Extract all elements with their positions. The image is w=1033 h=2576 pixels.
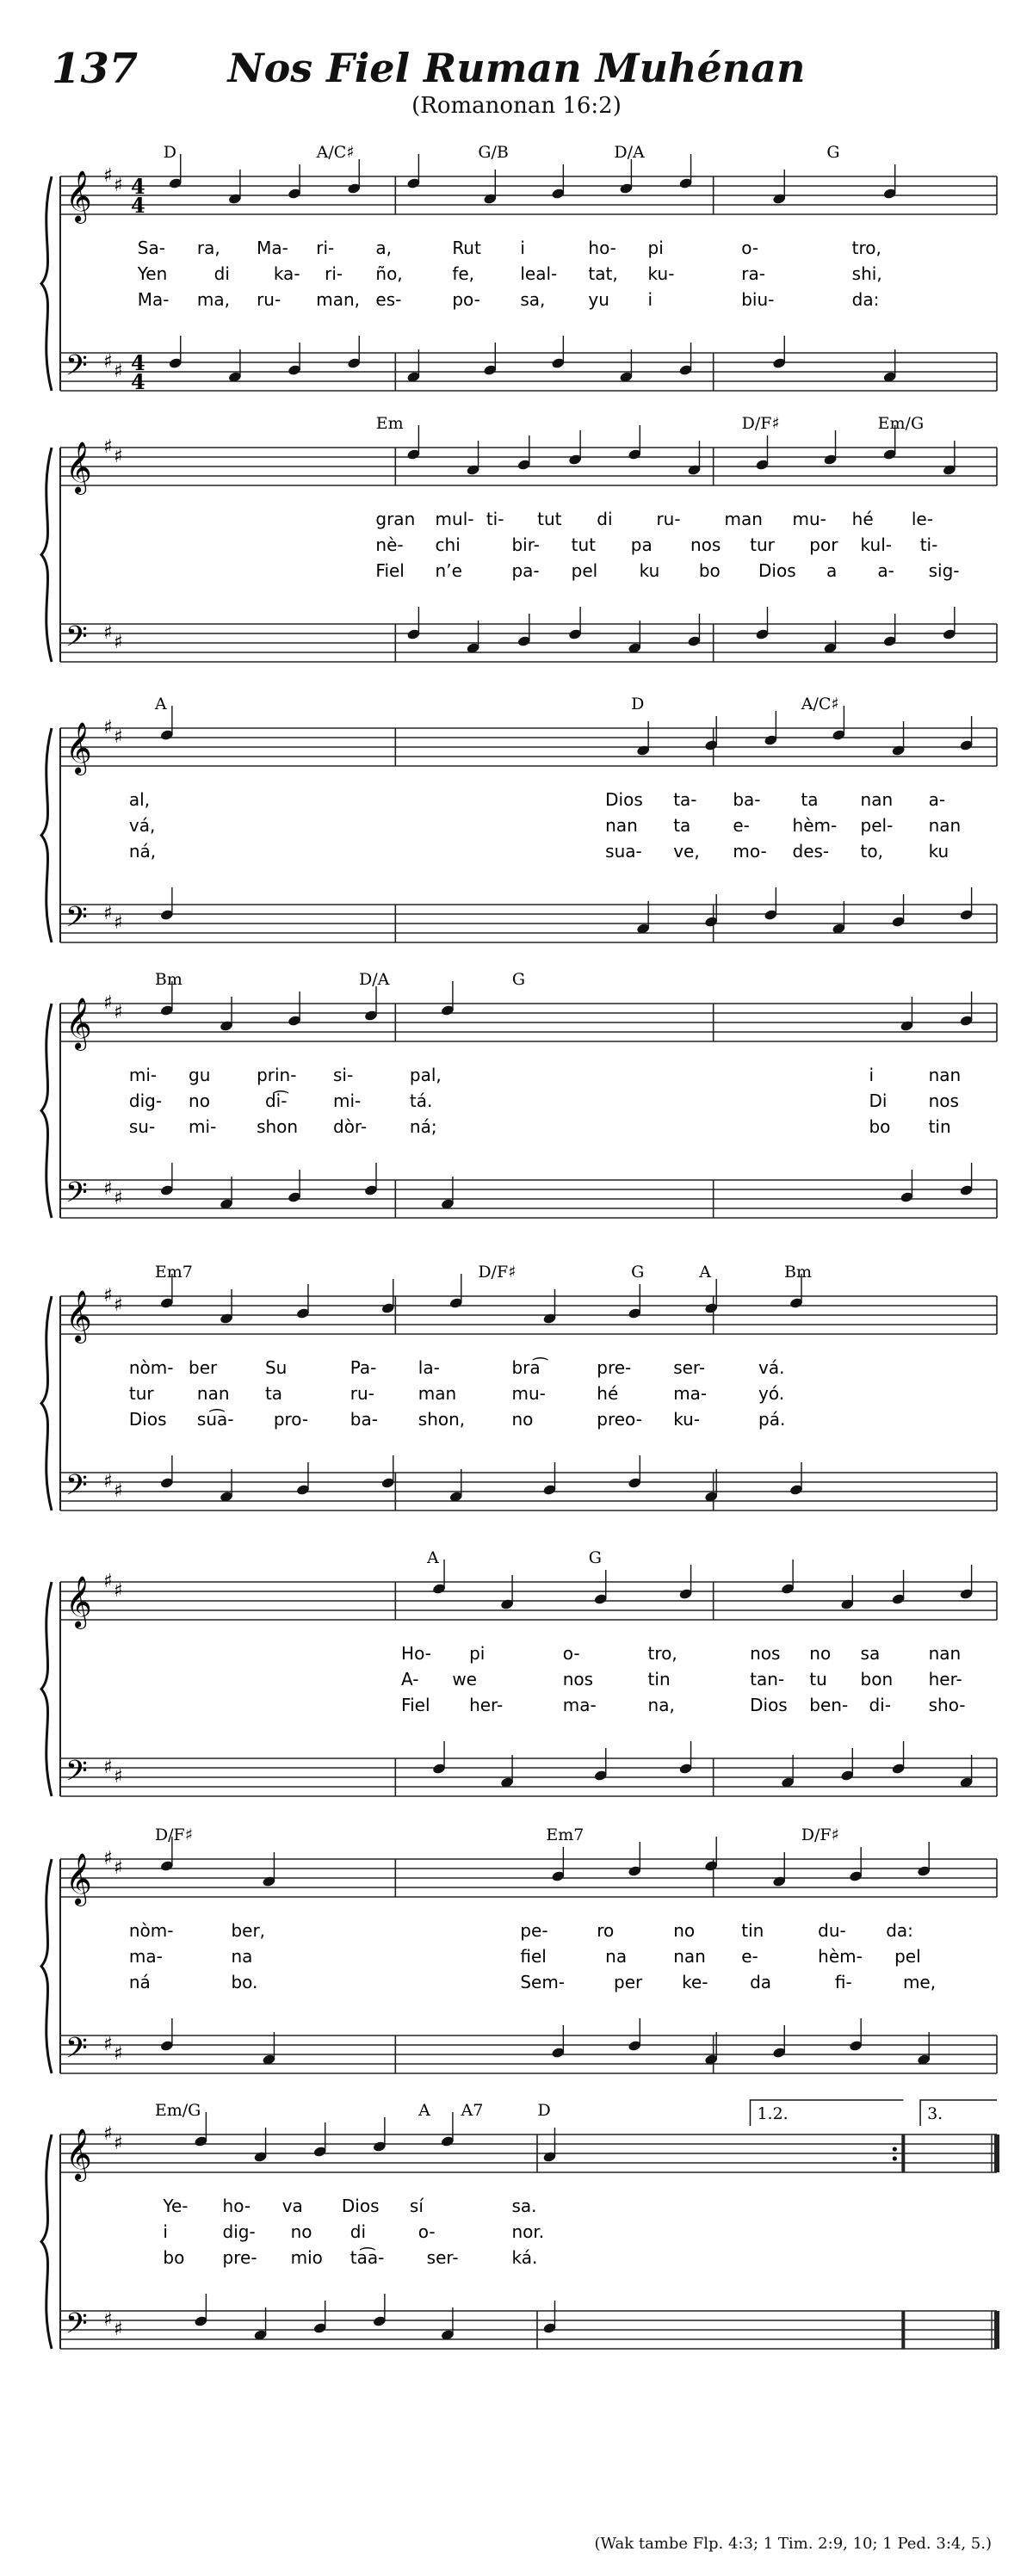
system-brace: [41, 448, 52, 662]
chord-symbol: G: [826, 143, 840, 162]
lyric-syllable: sí: [409, 2196, 424, 2216]
lyric-syllable: Ho-: [401, 1643, 431, 1664]
time-signature-denominator: 4: [131, 369, 145, 394]
repeat-dot: [893, 2147, 897, 2151]
lyric-syllable: ma-: [673, 1383, 708, 1404]
lyric-syllable: di͡-: [264, 1090, 288, 1111]
lyric-syllable: ser-: [673, 1357, 706, 1378]
chord-symbol: D/A: [359, 970, 390, 989]
lyric-syllable: shi,: [851, 263, 882, 284]
lyric-syllable: ta-: [673, 789, 697, 810]
lyric-syllable: Sa-: [137, 238, 165, 258]
lyric-syllable: ta: [264, 1383, 283, 1404]
sharp-icon: ♯: [114, 912, 123, 934]
sharp-icon: ♯: [103, 1848, 113, 1869]
chord-symbol: D/F♯: [741, 414, 780, 433]
lyric-syllable: shon: [257, 1116, 299, 1137]
lyric-syllable: nor.: [511, 2221, 545, 2242]
lyric-syllable: biu-: [741, 289, 775, 310]
sharp-icon: ♯: [103, 1571, 113, 1592]
lyric-syllable: Su: [264, 1357, 288, 1378]
lyric-syllable: mio: [290, 2247, 323, 2268]
chord-symbol: D: [537, 2101, 551, 2120]
volta-label: 1.2.: [757, 2104, 789, 2123]
bass-clef-icon: 𝄢: [65, 1755, 88, 1795]
treble-clef-icon: 𝄞: [65, 1853, 92, 1905]
lyric-syllable: nos: [690, 534, 721, 555]
lyric-syllable: Dios: [605, 789, 643, 810]
lyric-syllable: bo.: [231, 1972, 258, 1992]
lyric-syllable: nan: [928, 1065, 962, 1085]
sharp-icon: ♯: [103, 1285, 113, 1307]
lyric-syllable: Fiel: [375, 560, 405, 581]
lyric-syllable: tur: [750, 534, 775, 555]
lyric-syllable: pe-: [520, 1920, 548, 1941]
time-signature-numerator: 4: [131, 174, 145, 199]
chord-symbol: D/F♯: [478, 1263, 516, 1282]
song-number: 137: [52, 45, 139, 93]
sharp-icon: ♯: [114, 1294, 123, 1316]
lyric-syllable: su͡a-: [196, 1409, 234, 1430]
lyric-syllable: per: [614, 1972, 643, 1992]
lyric-syllable: nos: [750, 1643, 781, 1664]
lyric-syllable: tut: [571, 534, 596, 555]
lyric-syllable: ri-: [325, 263, 343, 284]
lyric-syllable: sua-: [605, 841, 642, 862]
chord-symbol: D: [631, 695, 645, 713]
treble-clef-icon: 𝄞: [65, 1576, 92, 1628]
lyric-syllable: her-: [928, 1669, 962, 1690]
sharp-icon: ♯: [114, 632, 123, 653]
lyric-syllable: pel: [894, 1946, 921, 1967]
bass-clef-icon: 𝄢: [65, 2307, 88, 2347]
lyric-syllable: ká.: [511, 2247, 538, 2268]
lyric-syllable: nan: [860, 789, 894, 810]
lyric-syllable: le-: [911, 509, 933, 529]
lyric-syllable: pa: [630, 534, 653, 555]
lyric-syllable: ru-: [349, 1383, 374, 1404]
sharp-icon: ♯: [103, 2309, 113, 2331]
lyric-syllable: por: [809, 534, 838, 555]
lyric-syllable: di-: [869, 1695, 891, 1715]
bass-clef-icon: 𝄢: [65, 901, 88, 941]
lyric-syllable: bra͡: [511, 1357, 541, 1378]
chord-symbol: A: [154, 695, 167, 713]
lyric-syllable: gu: [189, 1065, 211, 1085]
lyric-syllable: di: [597, 509, 613, 529]
sharp-icon: ♯: [114, 1580, 123, 1602]
treble-clef-icon: 𝄞: [65, 998, 92, 1049]
lyric-syllable: bir-: [511, 534, 540, 555]
lyric-syllable: leal-: [520, 263, 558, 284]
sharp-icon: ♯: [103, 717, 113, 738]
lyric-syllable: preo-: [597, 1409, 642, 1430]
system-brace: [41, 728, 52, 942]
lyric-syllable: ser-: [426, 2247, 459, 2268]
lyric-syllable: pi: [469, 1643, 486, 1664]
bass-clef-icon: 𝄢: [65, 2032, 88, 2072]
lyric-syllable: gran: [375, 509, 416, 529]
chord-symbol: Bm: [154, 970, 182, 989]
lyric-syllable: hé: [597, 1383, 619, 1404]
lyric-syllable: al,: [128, 789, 151, 810]
lyric-syllable: no: [189, 1090, 210, 1111]
lyric-syllable: du-: [818, 1920, 846, 1941]
lyric-syllable: ti-: [919, 534, 938, 555]
lyric-syllable: i: [520, 238, 525, 258]
lyric-syllable: ber,: [231, 1920, 266, 1941]
lyric-syllable: A-: [401, 1669, 419, 1690]
lyric-syllable: Dios: [341, 2196, 380, 2216]
lyric-syllable: a,: [375, 238, 393, 258]
lyric-syllable: ri-: [316, 238, 335, 258]
lyric-syllable: sa: [860, 1643, 881, 1664]
footer-references: (Wak tambe Flp. 4:3; 1 Tim. 2:9, 10; 1 Ped. 3:4, 5.): [594, 2535, 992, 2553]
lyric-syllable: man,: [316, 289, 361, 310]
lyric-syllable: ku: [928, 841, 949, 862]
lyric-syllable: hèm-: [818, 1946, 863, 1967]
lyric-syllable: hèm-: [792, 815, 838, 836]
lyric-syllable: Sem-: [520, 1972, 566, 1992]
lyric-syllable: dig-: [222, 2221, 256, 2242]
lyric-syllable: tut: [537, 509, 562, 529]
lyric-syllable: ru-: [656, 509, 681, 529]
lyric-syllable: no: [511, 1409, 534, 1430]
lyric-syllable: ru-: [257, 289, 281, 310]
lyric-syllable: bo: [163, 2247, 185, 2268]
lyric-syllable: mo-: [733, 841, 767, 862]
treble-clef-icon: 𝄞: [65, 722, 92, 774]
sharp-icon: ♯: [114, 2319, 123, 2340]
lyric-syllable: ba-: [349, 1409, 378, 1430]
lyric-syllable: pal,: [409, 1065, 442, 1085]
bass-clef-icon: 𝄢: [65, 1177, 88, 1216]
lyric-syllable: da: [750, 1972, 772, 1992]
lyric-syllable: da:: [851, 289, 880, 310]
lyric-syllable: vá.: [758, 1357, 785, 1378]
lyric-syllable: e-: [741, 1946, 758, 1967]
sharp-icon: ♯: [114, 1766, 123, 1788]
treble-clef-icon: 𝄞: [65, 442, 92, 493]
lyric-syllable: ke-: [682, 1972, 708, 1992]
lyric-syllable: sa,: [520, 289, 546, 310]
lyric-syllable: nòm-: [128, 1920, 174, 1941]
lyric-syllable: ba-: [733, 789, 761, 810]
chord-symbol: A: [427, 1548, 439, 1567]
time-signature-numerator: 4: [131, 350, 145, 375]
lyric-syllable: Dios: [750, 1695, 788, 1715]
lyric-syllable: dòr-: [333, 1116, 368, 1137]
chord-symbol: D/A: [614, 143, 645, 162]
lyric-syllable: ná,: [128, 841, 157, 862]
lyric-syllable: nan: [928, 1643, 962, 1664]
lyric-syllable: si-: [333, 1065, 354, 1085]
chord-symbol: D: [163, 143, 176, 162]
sharp-icon: ♯: [103, 2123, 113, 2145]
chord-symbol: A/C♯: [316, 143, 355, 162]
lyric-syllable: Dios: [758, 560, 796, 581]
lyric-syllable: na,: [647, 1695, 675, 1715]
lyric-syllable: a: [826, 560, 838, 581]
treble-clef-icon: 𝄞: [65, 1290, 92, 1342]
lyric-syllable: dig-: [128, 1090, 163, 1111]
system-brace: [41, 1004, 52, 1218]
song-title: Nos Fiel Ruman Muhénan: [227, 45, 806, 91]
lyric-syllable: da:: [886, 1920, 913, 1941]
sharp-icon: ♯: [103, 1178, 113, 1200]
sharp-icon: ♯: [114, 726, 123, 748]
lyric-syllable: su-: [128, 1116, 156, 1137]
sharp-icon: ♯: [103, 622, 113, 644]
lyric-syllable: nan: [605, 815, 638, 836]
lyric-syllable: mi-: [128, 1065, 158, 1085]
sharp-icon: ♯: [103, 165, 113, 187]
lyric-syllable: we: [452, 1669, 477, 1690]
lyric-syllable: di: [213, 263, 230, 284]
treble-clef-icon: 𝄞: [65, 170, 92, 222]
lyric-syllable: tat,: [588, 263, 618, 284]
bass-clef-icon: 𝄢: [65, 1469, 88, 1509]
lyric-syllable: yu: [588, 289, 609, 310]
chord-symbol: D/F♯: [154, 1825, 193, 1844]
chord-symbol: Bm: [784, 1263, 812, 1282]
lyric-syllable: ta: [801, 789, 819, 810]
sharp-icon: ♯: [103, 2034, 113, 2055]
chord-symbol: A: [699, 1263, 711, 1282]
lyric-syllable: ku-: [673, 1409, 701, 1430]
lyric-syllable: n’e: [435, 560, 462, 581]
lyric-syllable: Yen: [137, 263, 168, 284]
lyric-syllable: Di: [869, 1090, 888, 1111]
sharp-icon: ♯: [103, 351, 113, 373]
lyric-syllable: fi-: [834, 1972, 852, 1992]
lyric-syllable: me,: [902, 1972, 937, 1992]
lyric-syllable: bo: [869, 1116, 891, 1137]
lyric-syllable: no: [290, 2221, 312, 2242]
system-brace: [41, 1859, 52, 2073]
lyric-syllable: ra,: [196, 238, 220, 258]
lyric-syllable: o-: [418, 2221, 436, 2242]
lyric-syllable: ma,: [196, 289, 231, 310]
system-brace: [41, 1296, 52, 1510]
lyric-syllable: ra-: [741, 263, 765, 284]
lyric-syllable: pel: [571, 560, 598, 581]
chord-symbol: A7: [461, 2101, 484, 2120]
lyric-syllable: po-: [452, 289, 480, 310]
scripture-reference: (Romanonan 16:2): [411, 93, 622, 119]
lyric-syllable: tro,: [851, 238, 881, 258]
lyric-syllable: tá.: [409, 1090, 433, 1111]
lyric-syllable: fiel: [520, 1946, 547, 1967]
lyric-syllable: prin-: [257, 1065, 297, 1085]
lyric-syllable: o-: [562, 1643, 580, 1664]
lyric-syllable: nos: [928, 1090, 959, 1111]
lyric-syllable: nan: [196, 1383, 230, 1404]
lyric-syllable: ber: [189, 1357, 218, 1378]
lyric-syllable: ná;: [409, 1116, 437, 1137]
lyric-syllable: kul-: [860, 534, 892, 555]
chord-symbol: G: [631, 1263, 645, 1282]
sharp-icon: ♯: [103, 1471, 113, 1492]
sharp-icon: ♯: [103, 992, 113, 1014]
lyric-syllable: pel-: [860, 815, 894, 836]
lyric-syllable: man: [418, 1383, 457, 1404]
lyric-syllable: bo: [698, 560, 721, 581]
lyric-syllable: ná: [128, 1972, 151, 1992]
system-brace: [41, 176, 52, 391]
lyric-syllable: vá,: [128, 815, 156, 836]
sharp-icon: ♯: [103, 436, 113, 458]
lyric-syllable: man: [724, 509, 763, 529]
chord-symbol: Em: [375, 414, 404, 433]
lyric-syllable: ma-: [562, 1695, 597, 1715]
sharp-icon: ♯: [103, 903, 113, 924]
lyric-syllable: pa-: [511, 560, 540, 581]
chord-symbol: D/F♯: [801, 1825, 839, 1844]
chord-symbol: Em/G: [877, 414, 925, 433]
lyric-syllable: nè-: [375, 534, 404, 555]
lyric-syllable: tur: [128, 1383, 154, 1404]
lyric-syllable: o-: [741, 238, 759, 258]
lyric-syllable: Ma-: [257, 238, 288, 258]
lyric-syllable: es-: [375, 289, 402, 310]
lyric-syllable: a-: [928, 789, 946, 810]
lyric-syllable: va: [281, 2196, 303, 2216]
lyric-syllable: ku: [639, 560, 660, 581]
lyric-syllable: chi: [435, 534, 461, 555]
lyric-syllable: pi: [647, 238, 664, 258]
lyric-syllable: nan: [928, 815, 962, 836]
sharp-icon: ♯: [114, 1188, 123, 1209]
lyric-syllable: Rut: [452, 238, 481, 258]
lyric-syllable: Dios: [128, 1409, 167, 1430]
sharp-icon: ♯: [114, 1857, 123, 1879]
lyric-syllable: tin: [928, 1116, 951, 1137]
lyric-syllable: tro,: [647, 1643, 677, 1664]
sharp-icon: ♯: [114, 1002, 123, 1023]
lyric-syllable: no: [809, 1643, 832, 1664]
lyric-syllable: mi-: [333, 1090, 362, 1111]
lyric-syllable: ku-: [647, 263, 675, 284]
lyric-syllable: Fiel: [401, 1695, 430, 1715]
lyric-syllable: ho-: [588, 238, 616, 258]
sharp-icon: ♯: [114, 2133, 123, 2154]
lyric-syllable: no: [673, 1920, 696, 1941]
lyric-syllable: her-: [469, 1695, 504, 1715]
lyric-syllable: di: [349, 2221, 367, 2242]
lyric-syllable: na: [605, 1946, 628, 1967]
lyric-syllable: tin: [741, 1920, 764, 1941]
lyric-syllable: ti-: [486, 509, 504, 529]
chord-symbol: Em7: [154, 1263, 193, 1282]
lyric-syllable: ka-: [273, 263, 300, 284]
lyric-syllable: nan: [673, 1946, 706, 1967]
sharp-icon: ♯: [114, 175, 123, 196]
lyric-syllable: fe,: [452, 263, 475, 284]
sharp-icon: ♯: [114, 446, 123, 467]
lyric-syllable: nos: [562, 1669, 594, 1690]
lyric-syllable: ho-: [222, 2196, 251, 2216]
bass-clef-icon: 𝄢: [65, 349, 88, 389]
chord-symbol: A/C♯: [801, 695, 839, 713]
lyric-syllable: mi-: [189, 1116, 217, 1137]
lyric-syllable: pro-: [273, 1409, 309, 1430]
lyric-syllable: pre-: [597, 1357, 632, 1378]
lyric-syllable: mu-: [792, 509, 826, 529]
lyric-syllable: a-: [877, 560, 894, 581]
lyric-syllable: tu: [809, 1669, 827, 1690]
chord-symbol: G: [511, 970, 526, 989]
time-signature-denominator: 4: [131, 193, 145, 218]
chord-symbol: A: [418, 2101, 430, 2120]
lyric-syllable: ben-: [809, 1695, 849, 1715]
lyric-syllable: Pa-: [349, 1357, 377, 1378]
lyric-syllable: to,: [860, 841, 883, 862]
lyric-syllable: ta: [673, 815, 691, 836]
lyric-syllable: sa.: [511, 2196, 537, 2216]
lyric-syllable: ño,: [375, 263, 403, 284]
lyric-syllable: mu-: [511, 1383, 546, 1404]
bass-clef-icon: 𝄢: [65, 621, 88, 660]
lyric-syllable: ma-: [128, 1946, 163, 1967]
lyric-syllable: pá.: [758, 1409, 786, 1430]
chord-symbol: G/B: [478, 143, 509, 162]
lyric-syllable: na: [231, 1946, 253, 1967]
sharp-icon: ♯: [114, 361, 123, 382]
lyric-syllable: Ma-: [137, 289, 170, 310]
lyric-syllable: des-: [792, 841, 830, 862]
lyric-syllable: nòm-: [128, 1357, 174, 1378]
lyric-syllable: ro: [597, 1920, 615, 1941]
sharp-icon: ♯: [114, 1480, 123, 1502]
sharp-icon: ♯: [114, 2043, 123, 2065]
chord-symbol: Em/G: [154, 2101, 201, 2120]
repeat-dot: [893, 2156, 897, 2160]
lyric-syllable: bon: [860, 1669, 894, 1690]
system-brace: [41, 2134, 52, 2349]
chord-symbol: Em7: [546, 1825, 585, 1844]
lyric-syllable: la-: [418, 1357, 440, 1378]
volta-label: 3.: [927, 2104, 943, 2123]
lyric-syllable: sho-: [928, 1695, 966, 1715]
lyric-syllable: i: [163, 2221, 168, 2242]
lyric-syllable: Ye-: [163, 2196, 189, 2216]
lyric-syllable: i: [869, 1065, 875, 1085]
lyric-syllable: tin: [647, 1669, 671, 1690]
lyric-syllable: mul-: [435, 509, 474, 529]
lyric-syllable: sig-: [928, 560, 960, 581]
treble-clef-icon: 𝄞: [65, 2128, 92, 2180]
lyric-syllable: tan-: [750, 1669, 785, 1690]
lyric-syllable: pre-: [222, 2247, 257, 2268]
lyric-syllable: ta͡a-: [349, 2247, 385, 2268]
lyric-syllable: i: [647, 289, 653, 310]
lyric-syllable: yó.: [758, 1383, 785, 1404]
system-brace: [41, 1582, 52, 1796]
lyric-syllable: ve,: [673, 841, 700, 862]
sharp-icon: ♯: [103, 1757, 113, 1778]
lyric-syllable: hé: [851, 509, 874, 529]
chord-symbol: G: [588, 1548, 602, 1567]
lyric-syllable: shon,: [418, 1409, 466, 1430]
lyric-syllable: e-: [733, 815, 750, 836]
